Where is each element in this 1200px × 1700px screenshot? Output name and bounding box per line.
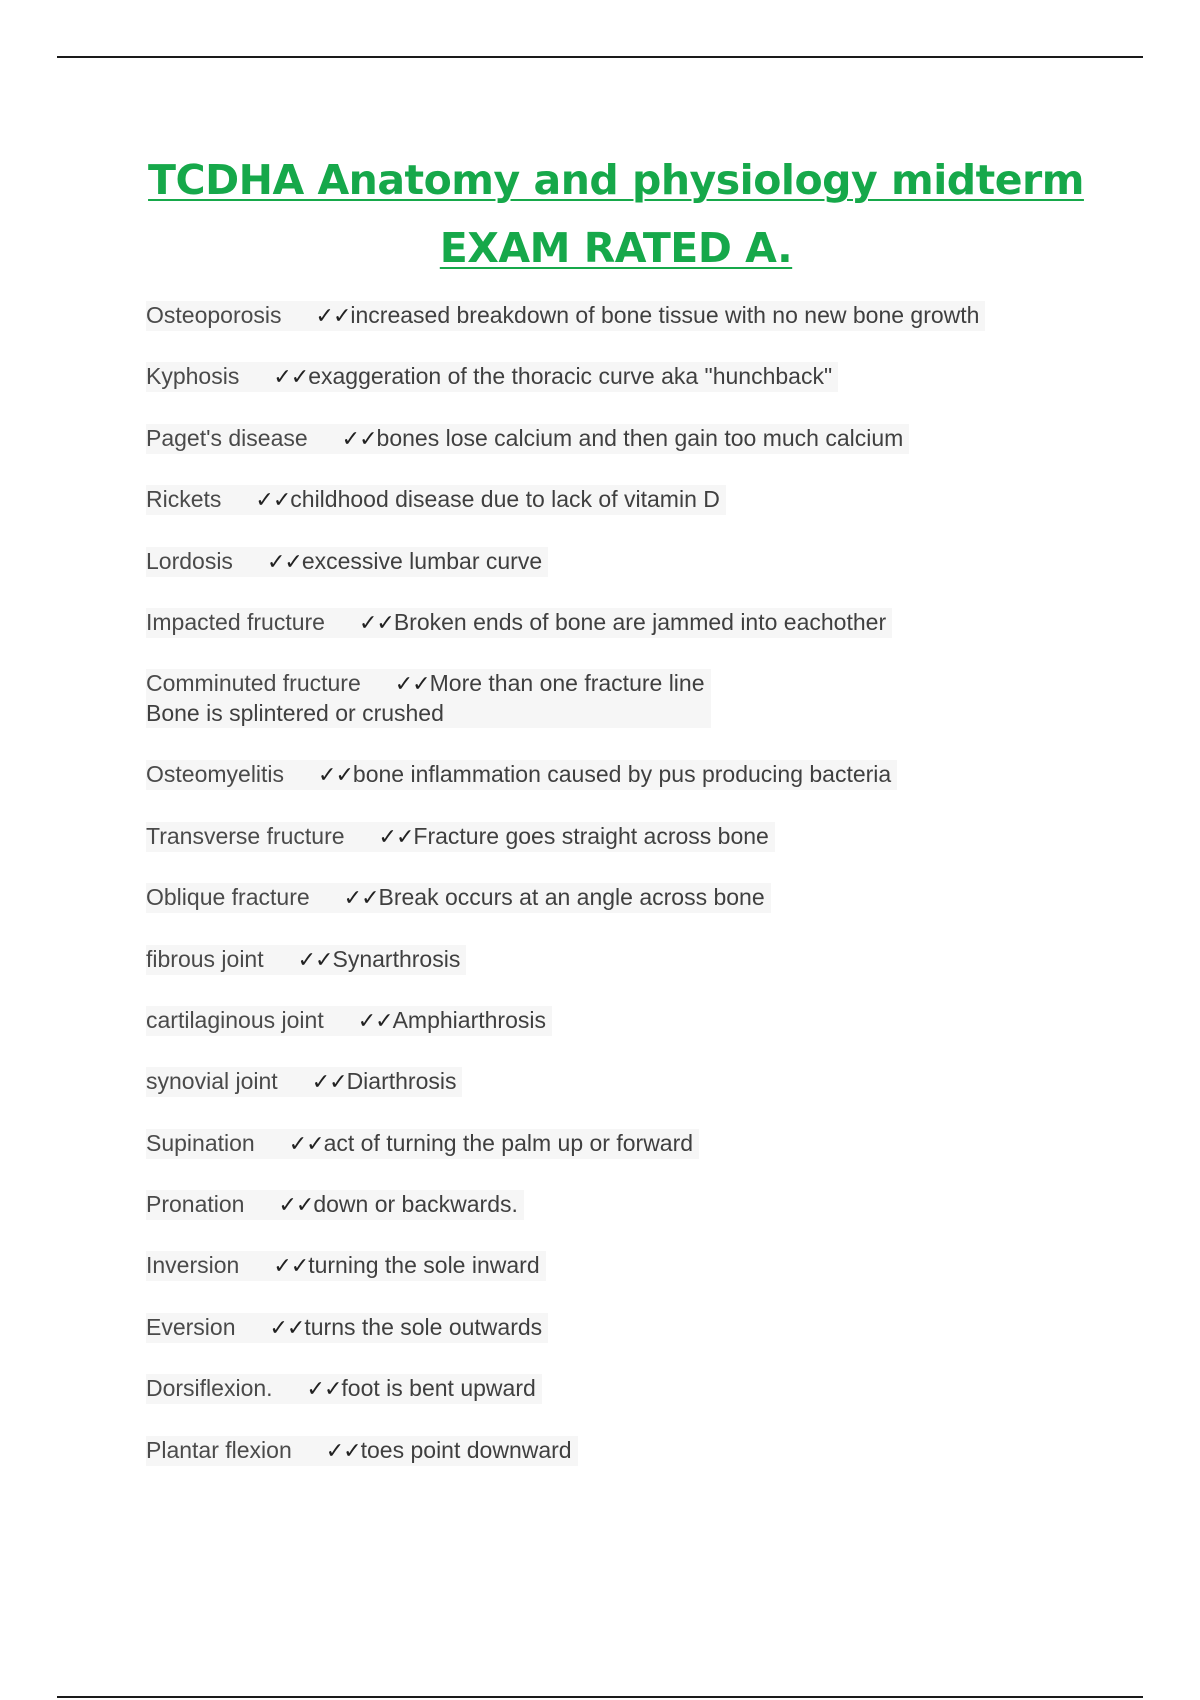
flashcard-entry (146, 362, 838, 392)
entry-definition: increased breakdown of bone tissue with no new bone growth (350, 302, 980, 328)
entry-term: Impacted fructure (146, 608, 325, 635)
entry-term: Transverse fructure (146, 822, 345, 849)
entry-definition: foot is bent upward (341, 1375, 536, 1402)
title-line-1: TCDHA Anatomy and physiology midterm (148, 156, 1084, 204)
flashcard-list (146, 301, 1106, 1497)
entry-term: Kyphosis (146, 363, 240, 390)
double-check-icon: ✓✓ (311, 1070, 347, 1096)
flashcard-entry (146, 485, 726, 515)
double-check-icon: ✓✓ (266, 549, 302, 575)
entry-definition: turns the sole outwards (304, 1313, 543, 1340)
entry-term: Inversion (146, 1252, 240, 1279)
entry-term: Supination (146, 1129, 255, 1156)
entry-term: fibrous joint (146, 945, 264, 972)
entry-term: Rickets (146, 486, 222, 513)
entry-term: Osteomyelitis (146, 761, 285, 788)
title-line-2: EXAM RATED A. (439, 224, 793, 272)
flashcard-entry (146, 822, 775, 852)
flashcard-entry (146, 1374, 542, 1404)
double-check-icon: ✓✓ (269, 1315, 305, 1341)
double-check-icon: ✓✓ (325, 1438, 361, 1464)
flashcard-entry (146, 1006, 552, 1036)
entry-definition: Synarthrosis (332, 945, 461, 972)
double-check-icon: ✓✓ (273, 365, 309, 391)
double-check-icon: ✓✓ (288, 1131, 324, 1157)
entry-term: Paget's disease (146, 424, 308, 451)
entry-term: Osteoporosis (146, 302, 282, 328)
entry-term: Dorsiflexion. (146, 1375, 273, 1402)
document-title (0, 146, 1200, 282)
entry-definition: Break occurs at an angle across bone (378, 884, 765, 911)
double-check-icon: ✓✓ (273, 1254, 309, 1280)
double-check-icon: ✓✓ (318, 763, 353, 789)
flashcard-entry (146, 883, 771, 913)
flashcard-entry (146, 1190, 524, 1220)
double-check-icon: ✓✓ (343, 886, 379, 912)
flashcard-entry (146, 1436, 578, 1466)
flashcard-entry (146, 608, 892, 638)
flashcard-entry (146, 1313, 548, 1343)
entry-definition: toes point downward (360, 1436, 572, 1463)
double-check-icon: ✓✓ (278, 1193, 314, 1219)
double-check-icon: ✓✓ (394, 672, 430, 698)
flashcard-entry (146, 301, 985, 331)
top-rule (57, 56, 1143, 58)
entry-definition: Broken ends of bone are jammed into eachother (393, 608, 887, 635)
entry-term: synovial joint (146, 1068, 278, 1095)
entry-term: cartilaginous joint (146, 1006, 324, 1033)
bottom-rule (57, 1696, 1143, 1698)
entry-term: Oblique fracture (146, 884, 310, 911)
double-check-icon: ✓✓ (357, 1008, 393, 1034)
double-check-icon: ✓✓ (341, 426, 377, 452)
double-check-icon: ✓✓ (255, 488, 291, 514)
flashcard-entry (146, 1067, 462, 1097)
double-check-icon: ✓✓ (306, 1377, 342, 1403)
double-check-icon: ✓✓ (358, 610, 394, 636)
entry-definition: childhood disease due to lack of vitamin D (290, 486, 720, 513)
entry-definition: bones lose calcium and then gain too much calcium (376, 424, 904, 451)
entry-term: Comminuted fructure (146, 670, 361, 697)
double-check-icon: ✓✓ (378, 824, 414, 850)
flashcard-entry (146, 424, 909, 454)
entry-definition: down or backwards. (313, 1191, 518, 1218)
entry-definition: exaggeration of the thoracic curve aka "hunchback" (308, 363, 833, 390)
entry-definition: Fracture goes straight across bone (413, 822, 769, 849)
entry-term: Lordosis (146, 547, 233, 574)
flashcard-entry (146, 547, 548, 577)
flashcard-entry (146, 669, 711, 728)
flashcard-entry (146, 945, 466, 975)
entry-definition: turning the sole inward (308, 1252, 540, 1279)
entry-definition: More than one fracture line Bone is splintered or crushed (146, 670, 705, 727)
entry-term: Plantar flexion (146, 1436, 292, 1463)
entry-definition: bone inflammation caused by pus producing bacteria (352, 761, 892, 788)
double-check-icon: ✓✓ (297, 947, 333, 973)
entry-term: Pronation (146, 1191, 245, 1218)
flashcard-entry (146, 1129, 699, 1159)
entry-definition: Amphiarthrosis (392, 1006, 546, 1033)
entry-definition: act of turning the palm up or forward (323, 1129, 694, 1156)
entry-definition: Diarthrosis (346, 1068, 457, 1095)
entry-definition: excessive lumbar curve (301, 547, 543, 574)
flashcard-entry (146, 760, 897, 790)
flashcard-entry (146, 1251, 546, 1281)
entry-term: Eversion (146, 1313, 236, 1340)
double-check-icon: ✓✓ (315, 304, 351, 329)
